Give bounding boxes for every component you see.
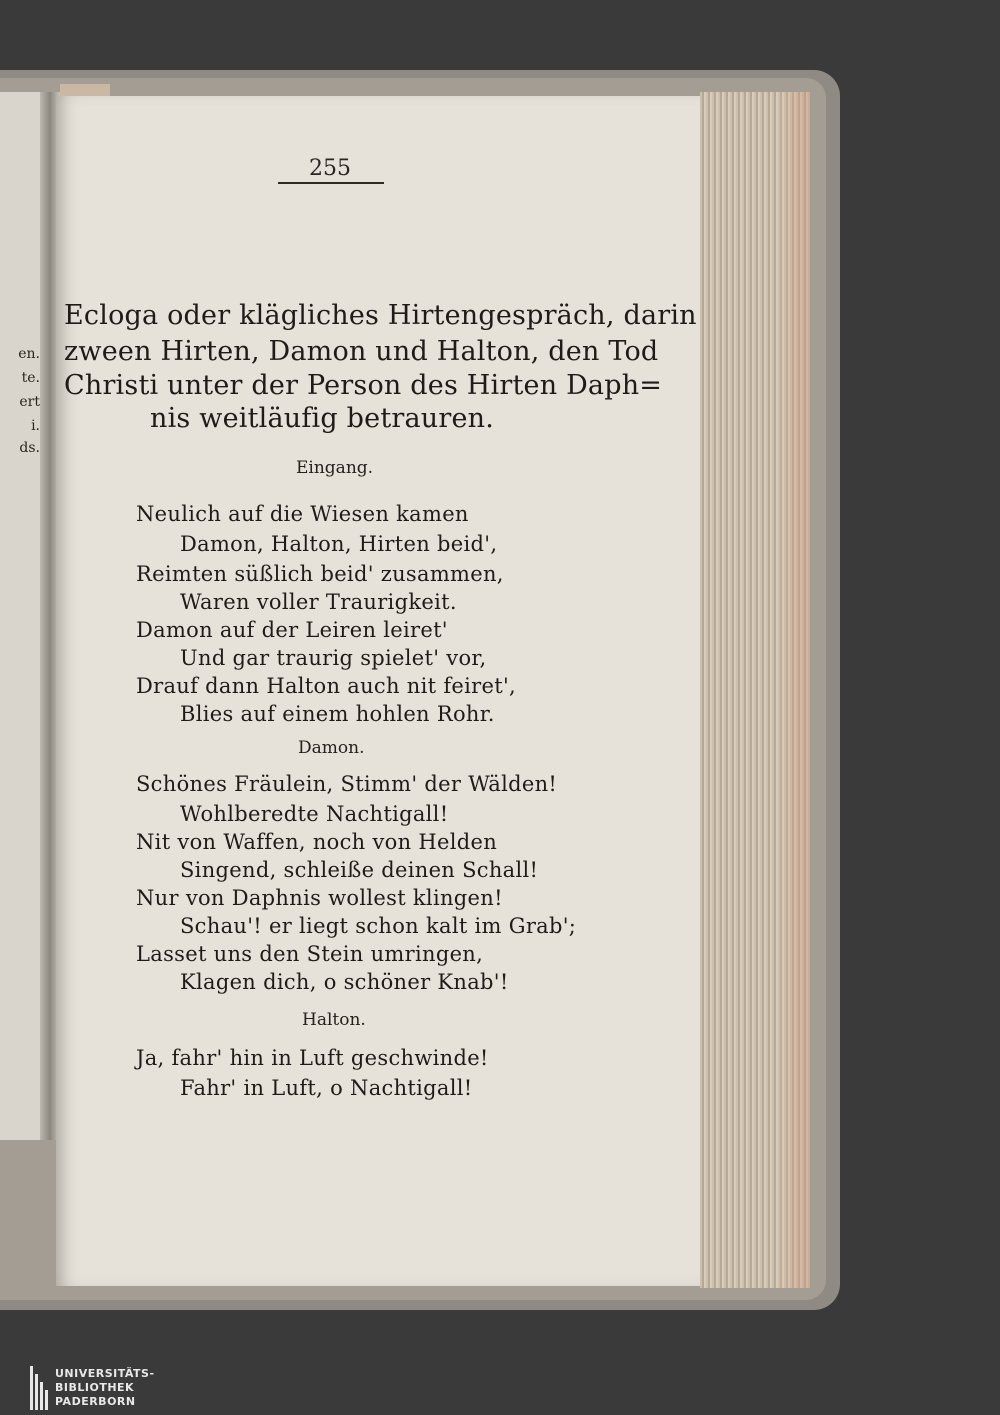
- verse-line: Waren voller Traurigkeit.: [180, 590, 457, 614]
- university-library-logo-icon: [30, 1366, 48, 1410]
- logo-text-line: BIBLIOTHEK: [55, 1381, 135, 1394]
- verse-line: Wohlberedte Nachtigall!: [180, 802, 449, 826]
- left-page-text: en.: [18, 346, 40, 362]
- verse-line: Schau'! er liegt schon kalt im Grab';: [180, 914, 577, 938]
- verse-line: Damon auf der Leiren leiret': [136, 618, 448, 642]
- verse-line: Neulich auf die Wiesen kamen: [136, 502, 469, 526]
- verse-line: Klagen dich, o schöner Knab'!: [180, 970, 509, 994]
- logo-text-line: PADERBORN: [55, 1395, 136, 1408]
- logo-text-line: UNIVERSITÄTS-: [55, 1367, 155, 1380]
- verse-line: Und gar traurig spielet' vor,: [180, 646, 487, 670]
- title-line: Christi unter der Person des Hirten Daph=: [64, 370, 663, 401]
- verse-line: Drauf dann Halton auch nit feiret',: [136, 674, 517, 698]
- left-page-text: i.: [31, 418, 40, 434]
- verse-line: Schönes Fräulein, Stimm' der Wälden!: [136, 772, 558, 796]
- verse-line: Nur von Daphnis wollest klingen!: [136, 886, 503, 910]
- left-page-text: te.: [21, 370, 40, 386]
- title-line: zween Hirten, Damon und Halton, den Tod: [64, 336, 659, 367]
- verse-line: Damon, Halton, Hirten beid',: [180, 532, 498, 556]
- title-line: Ecloga oder klägliches Hirtengespräch, darin: [64, 300, 697, 331]
- verse-line: Fahr' in Luft, o Nachtigall!: [180, 1076, 473, 1100]
- title-line: nis weitläufig betrauren.: [150, 403, 495, 434]
- left-page-text: ds.: [19, 440, 40, 456]
- verse-line: Nit von Waffen, noch von Helden: [136, 830, 498, 854]
- verse-line: Reimten süßlich beid' zusammen,: [136, 562, 504, 586]
- section-heading: Eingang.: [296, 458, 374, 478]
- page-edges-shade: [780, 92, 810, 1288]
- verse-line: Blies auf einem hohlen Rohr.: [180, 702, 495, 726]
- left-page-text: ert: [19, 394, 40, 410]
- section-heading: Damon.: [298, 738, 365, 758]
- page-number-rule: [278, 182, 384, 184]
- verse-line: Lasset uns den Stein umringen,: [136, 942, 484, 966]
- verse-line: Singend, schleiße deinen Schall!: [180, 858, 539, 882]
- verse-line: Ja, fahr' hin in Luft geschwinde!: [136, 1046, 489, 1070]
- page-number: 255: [309, 156, 351, 181]
- section-heading: Halton.: [302, 1010, 366, 1030]
